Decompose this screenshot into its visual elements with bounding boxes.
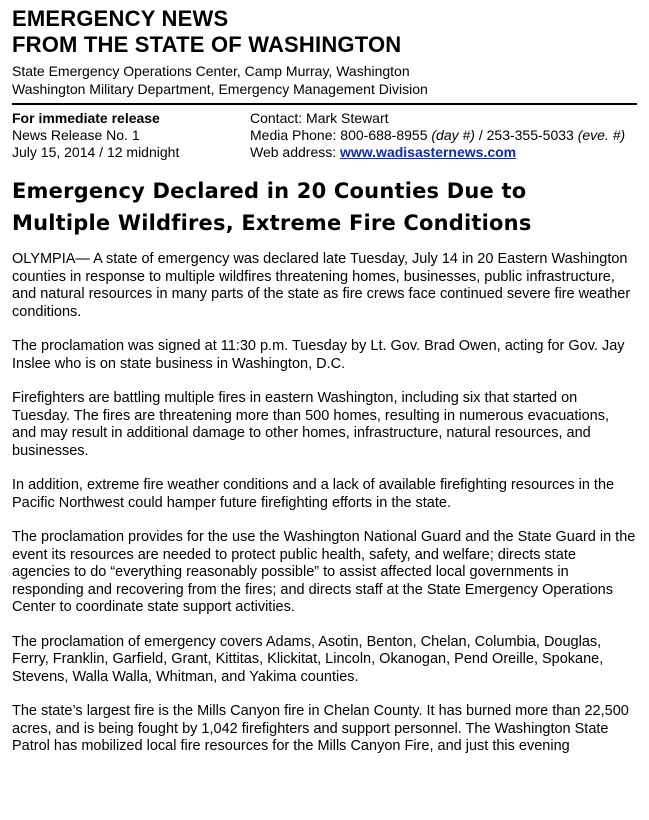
letterhead (12, 6, 637, 98)
headline-line1: Emergency Declared in 20 Counties Due to (12, 179, 527, 203)
release-number: News Release No. 1 (12, 127, 140, 143)
media-phone-line (250, 127, 637, 144)
contact-line: Contact: Mark Stewart (250, 110, 389, 126)
letterhead-subtitle-line1: State Emergency Operations Center, Camp Murray, Washington (12, 63, 410, 79)
release-meta (12, 110, 637, 161)
phone-label: Media Phone: (250, 127, 337, 143)
phone-eve-note: (eve. #) (577, 127, 626, 143)
paragraph: In addition, extreme fire weather conditions and a lack of available firefighting resources in the Pacific Northwest could hamper future firefighting efforts in the state. (12, 477, 615, 511)
phone-day: 800-688-8955 (340, 127, 428, 143)
header-divider (12, 103, 637, 105)
phone-separator: / (478, 127, 483, 143)
web-address-line (250, 144, 637, 161)
letterhead-title-line2: FROM THE STATE OF WASHINGTON (12, 32, 402, 57)
paragraph: Firefighters are battling multiple fires in eastern Washington, including six that started on Tuesday. The fires are threatening more than 500 homes, resulting in numerous evacuations, and may result in additional damage to other homes, infrastructure, natural resources, and businesses. (12, 390, 609, 459)
paragraph: The proclamation was signed at 11:30 p.m. Tuesday by Lt. Gov. Brad Owen, acting for Gov. Jay Inslee who is on state business in Washington, D.C. (12, 338, 625, 372)
letterhead-subtitle-line2: Washington Military Department, Emergency Management Division (12, 81, 428, 97)
contact-info (250, 110, 637, 161)
release-date: July 15, 2014 / 12 midnight (12, 144, 180, 160)
web-address-link[interactable]: www.wadisasternews.com (340, 144, 517, 160)
paragraph: OLYMPIA— A state of emergency was declared late Tuesday, July 14 in 20 Eastern Washington counties in response to multiple wildfires threatening homes, businesses, public infrastructure, and natural resources in many parts of the state as fire crews face continued severe fire weather conditions. (12, 251, 631, 320)
immediate-release-label: For immediate release (12, 110, 160, 126)
news-release-page (12, 6, 637, 773)
release-info (12, 110, 250, 161)
letterhead-title-line1: EMERGENCY NEWS (12, 6, 229, 31)
headline (12, 175, 637, 239)
paragraph: The state’s largest fire is the Mills Canyon fire in Chelan County. It has burned more than 22,500 acres, and is being fought by 1,042 firefighters and support personnel. The Washington State Patrol has mobilized local fire resources for the Mills Canyon Fire, and just this evening (12, 703, 629, 754)
article-body (12, 251, 637, 756)
paragraph: The proclamation of emergency covers Adams, Asotin, Benton, Chelan, Columbia, Douglas, Ferry, Franklin, Garfield, Grant, Kittitas, Klickitat, Lincoln, Okanogan, Pend Oreille, Spokane, Stevens, Walla Walla, Whitman, and Yakima counties. (12, 633, 604, 685)
web-label: Web address: (250, 144, 337, 160)
headline-line2: Multiple Wildfires, Extreme Fire Conditions (12, 211, 532, 235)
paragraph: The proclamation provides for the use the Washington National Guard and the State Guard in the event its resources are needed to protect public health, safety, and welfare; directs state agencies to do “everything reasonably possible” to assist affected local governments in responding and recovering from the fires; and directs staff at the State Emergency Operations Center to coordinate state support activities. (12, 529, 636, 615)
phone-eve: 253-355-5033 (486, 127, 574, 143)
phone-day-note: (day #) (431, 127, 475, 143)
